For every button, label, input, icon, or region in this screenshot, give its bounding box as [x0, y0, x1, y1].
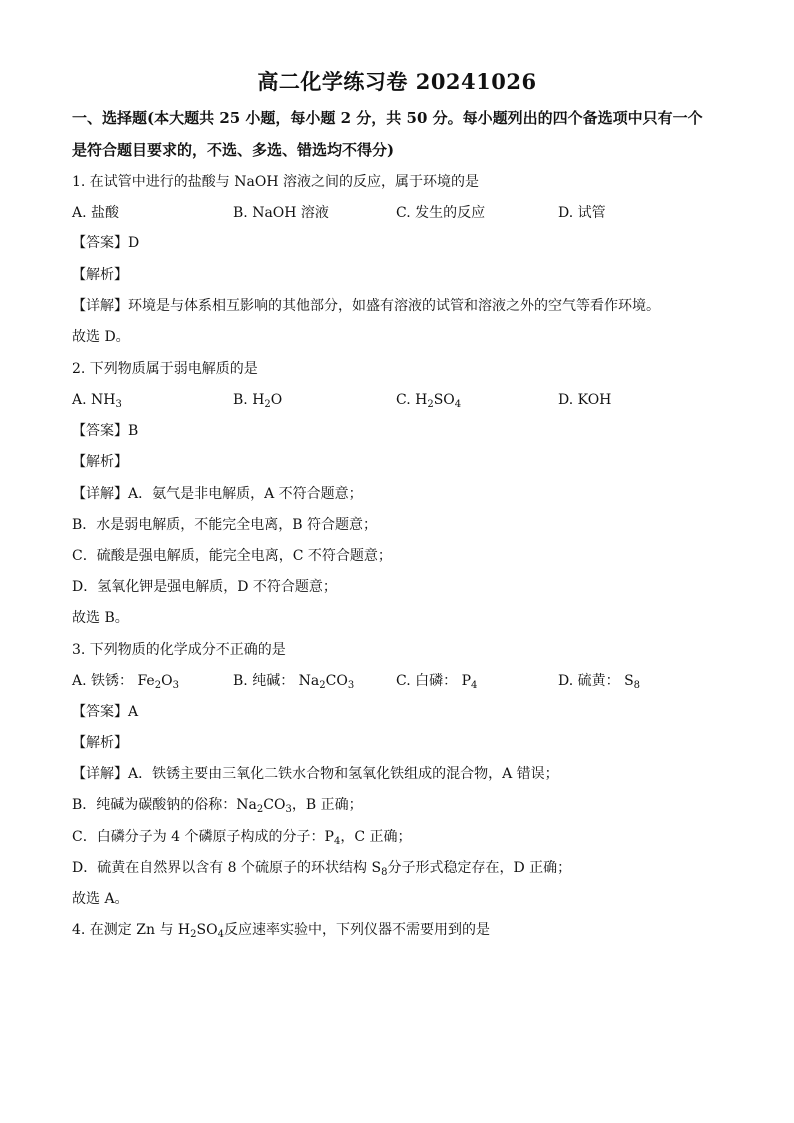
question-3-option-b: B. 纯碱： $Na_2CO_3$: [233, 673, 355, 691]
question-2-detail-d: D．氢氧化钾是强电解质，D 不符合题意；: [72, 579, 337, 595]
question-3-answer: 【答案】A: [72, 704, 139, 720]
question-2-detail-a: 【详解】A．氨气是非电解质，A 不符合题意；: [72, 486, 363, 502]
question-1-detail: 【详解】环境是与体系相互影响的其他部分，如盛有溶液的试管和溶液之外的空气等看作环境。: [72, 298, 660, 314]
question-2-detail-c: C．硫酸是强电解质，能完全电离，C 不符合题意；: [72, 548, 392, 564]
question-2-detail-b: B．水是弱电解质，不能完全电离，B 符合题意；: [72, 517, 378, 533]
question-2-option-c: C. $H_2SO_4$: [396, 392, 462, 410]
question-1-option-d: D. 试管: [558, 205, 606, 221]
question-3-option-a: A. 铁锈： $Fe_2O_3$: [72, 673, 179, 691]
page-title: 高二化学练习卷 20241026: [257, 69, 537, 94]
question-3-conclusion: 故选 A。: [72, 891, 129, 907]
question-1-option-b: B. NaOH 溶液: [233, 205, 329, 221]
question-3-detail-c: C．白磷分子为 4 个磷原子构成的分子：$P_4$，C 正确；: [72, 829, 412, 847]
question-1-conclusion: 故选 D。: [72, 329, 130, 345]
question-1-analysis: 【解析】: [72, 267, 128, 283]
section-heading-line-2: 是符合题目要求的，不选、多选、错选均不得分): [72, 141, 395, 159]
question-2-conclusion: 故选 B。: [72, 610, 129, 626]
question-3-detail-a: 【详解】A．铁锈主要由三氧化二铁水合物和氢氧化铁组成的混合物，A 错误；: [72, 766, 559, 782]
question-2-stem: 2. 下列物质属于弱电解质的是: [72, 361, 258, 377]
question-3-analysis: 【解析】: [72, 735, 128, 751]
section-heading-line-1: 一、选择题(本大题共 25 小题，每小题 2 分，共 50 分。每小题列出的四个备选项中只有一个: [72, 109, 703, 127]
question-3-stem: 3. 下列物质的化学成分不正确的是: [72, 642, 286, 658]
question-1-option-a: A. 盐酸: [72, 205, 120, 221]
question-3-option-d: D. 硫黄： $S_8$: [558, 673, 641, 691]
question-2-option-a: A. $NH_3$: [72, 392, 122, 410]
question-3-detail-d: D．硫黄在自然界以含有 8 个硫原子的环状结构 $S_8$分子形式稳定存在，D 正确；: [72, 860, 572, 878]
question-2-option-b: B. $H_2O$: [233, 392, 283, 410]
question-2-answer: 【答案】B: [72, 423, 139, 439]
question-4-stem: 4. 在测定 Zn 与 $H_2SO_4$反应速率实验中，下列仪器不需要用到的是: [72, 922, 490, 940]
question-1-answer: 【答案】D: [72, 235, 140, 251]
question-2-option-d: D. KOH: [558, 392, 612, 408]
question-2-analysis: 【解析】: [72, 454, 128, 470]
question-1-stem: 1. 在试管中进行的盐酸与 NaOH 溶液之间的反应，属于环境的是: [72, 174, 479, 190]
question-3-option-c: C. 白磷： $P_4$: [396, 673, 478, 691]
question-1-option-c: C. 发生的反应: [396, 205, 486, 221]
question-3-detail-b: B．纯碱为碳酸钠的俗称：$Na_2CO_3$，B 正确；: [72, 797, 363, 815]
